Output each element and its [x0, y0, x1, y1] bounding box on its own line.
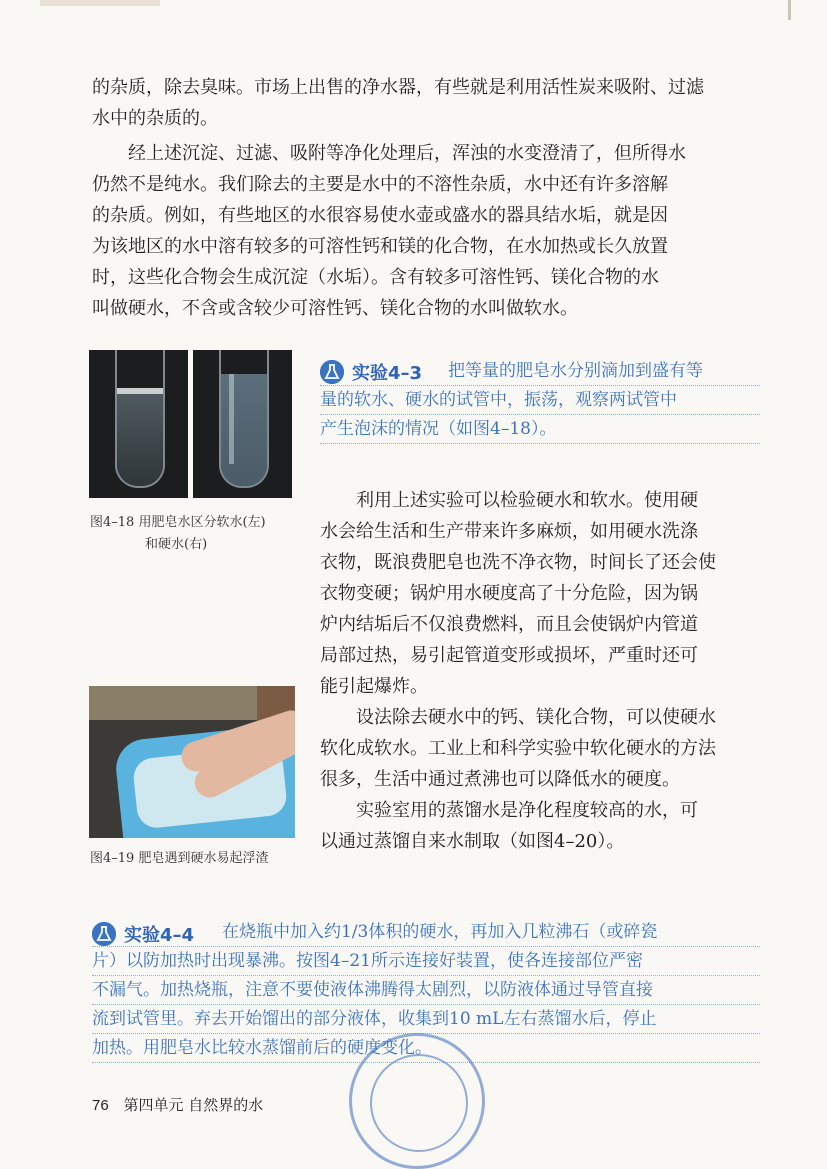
text-line: 的杂质，除去臭味。市场上出售的净水器，有些就是利用活性炭来吸附、过滤 — [92, 77, 704, 98]
text-line: 衣物，既浪费肥皂也洗不净衣物，时间长了还会使 — [320, 552, 716, 573]
text-line: 衣物变硬；锅炉用水硬度高了十分危险，因为锅 — [320, 583, 698, 604]
experiment-4-3-text — [320, 357, 760, 444]
text-line: 软化成软水。工业上和科学实验中软化硬水的方法 — [320, 738, 716, 759]
experiment-4-4-title: 实验4–4 — [124, 925, 195, 946]
figure-4-18-caption — [90, 512, 290, 556]
text-line: 水中的杂质的。 — [92, 108, 218, 129]
liquid — [117, 394, 163, 486]
hard-water-tube-photo — [193, 350, 292, 498]
text-line: 炉内结垢后不仅浪费燃料，而且会使锅炉内管道 — [320, 614, 698, 635]
text-line: 水会给生活和生产带来许多麻烦，如用硬水洗涤 — [320, 521, 698, 542]
test-tube-icon — [115, 350, 165, 488]
text-line: 时，这些化合物会生成沉淀（水垢）。含有较多可溶性钙、镁化合物的水 — [92, 267, 659, 288]
text-line: 很多，生活中通过煮沸也可以降低水的硬度。 — [320, 769, 680, 790]
watermark-stamp-icon — [349, 1033, 485, 1169]
paragraph-3 — [320, 485, 758, 857]
text-line: 片）以防加热时出现暴沸。按图4–21所示连接好装置，使各连接部位严密 — [92, 947, 760, 976]
text-line: 在烧瓶中加入约1/3体积的硬水，再加入几粒沸石（或碎瓷 — [92, 918, 760, 947]
text-line: 为该地区的水中溶有较多的可溶性钙和镁的化合物，在水加热或长久放置 — [92, 236, 668, 257]
text-line: 局部过热，易引起管道变形或损坏，严重时还可 — [320, 645, 698, 666]
text-line: 流到试管里。弃去开始馏出的部分液体，收集到10 mL左右蒸馏水后，停止 — [92, 1005, 760, 1034]
page-number: 76 — [92, 1097, 109, 1114]
liquid — [221, 374, 267, 486]
text-line: 产生泡沫的情况（如图4–18）。 — [320, 415, 760, 444]
text-line: 把等量的肥皂水分别滴加到盛有等 — [320, 357, 760, 386]
text-line: 加热。用肥皂水比较水蒸馏前后的硬度变化。 — [92, 1034, 760, 1063]
text-line: 设法除去硬水中的钙、镁化合物，可以使硬水 — [320, 707, 716, 728]
test-tube-icon — [219, 350, 269, 488]
text-line: 经上述沉淀、过滤、吸附等净化处理后，浑浊的水变澄清了，但所得水 — [92, 143, 686, 164]
text-line: 实验室用的蒸馏水是净化程度较高的水，可 — [320, 800, 698, 821]
caption-line: 图4–18 用肥皂水区分软水(左) — [90, 515, 266, 530]
text-line: 仍然不是纯水。我们除去的主要是水中的不溶性杂质，水中还有许多溶解 — [92, 174, 668, 195]
text-line: 的杂质。例如，有些地区的水很容易使水壶或盛水的器具结水垢，就是因 — [92, 205, 668, 226]
scan-smudge — [40, 0, 160, 6]
paragraph-1 — [92, 72, 757, 134]
scan-edge — [788, 0, 791, 20]
text-line: 量的软水、硬水的试管中，振荡，观察两试管中 — [320, 386, 760, 415]
text-line: 以通过蒸馏自来水制取（如图4–20）。 — [320, 831, 625, 852]
text-line: 能引起爆炸。 — [320, 676, 428, 697]
stamp-inner-ring — [370, 1054, 468, 1152]
unit-title: 第四单元 自然界的水 — [123, 1096, 264, 1114]
text-line: 不漏气。加热烧瓶，注意不要使液体沸腾得太剧烈，以防液体通过导管直接 — [92, 976, 760, 1005]
page-footer — [92, 1094, 263, 1115]
hard-water-basin-photo — [89, 686, 295, 838]
text-line: 利用上述实验可以检验硬水和软水。使用硬 — [320, 490, 698, 511]
text-line: 叫做硬水，不含或含较少可溶性钙、镁化合物的水叫做软水。 — [92, 298, 578, 319]
experiment-4-3-title: 实验4–3 — [352, 363, 423, 384]
figure-4-19-caption: 图4–19 肥皂遇到硬水易起浮渣 — [90, 851, 269, 866]
soft-water-tube-photo — [89, 350, 188, 498]
glass-shine — [229, 374, 234, 464]
paragraph-2 — [92, 138, 757, 324]
caption-line: 和硬水(右) — [145, 537, 208, 552]
